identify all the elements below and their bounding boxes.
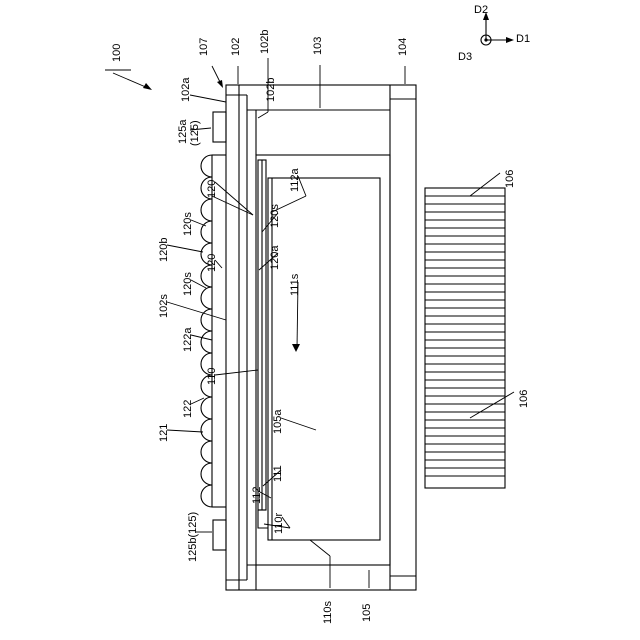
label-122: 122 [182, 399, 194, 418]
label-120-2: 120 [206, 253, 218, 272]
coil-scallops [201, 155, 226, 507]
label-112: 112 [251, 486, 263, 504]
label-111: 111 [272, 465, 284, 482]
label-121: 121 [158, 423, 170, 442]
label-102b-side: 102b [265, 77, 277, 102]
axis-label-d3: D3 [458, 51, 473, 63]
label-120s-2: 120s [269, 204, 281, 228]
label-107: 107 [198, 37, 210, 56]
label-112a: 112a [289, 168, 301, 192]
label-110: 110 [206, 367, 218, 385]
label-120s-3: 120s [182, 272, 194, 296]
label-120a: 120a [269, 245, 281, 270]
terminal-125b [213, 520, 226, 550]
label-106-bot: 106 [518, 389, 530, 408]
leader-lines [105, 58, 514, 588]
axis-label-d1: D1 [516, 33, 531, 45]
label-105a: 105a [272, 409, 284, 434]
label-125a: 125a [177, 119, 189, 144]
label-106-top: 106 [504, 169, 516, 188]
label-125: (125) [189, 120, 201, 146]
label-120b: 120b [158, 237, 170, 262]
label-110r: 110r [273, 512, 285, 534]
label-120-1: 120 [206, 179, 218, 198]
terminal-125a [213, 112, 226, 142]
heat-sink [425, 188, 505, 488]
axis-indicator [481, 12, 514, 45]
label-120s-1: 120s [182, 212, 194, 236]
axis-label-d2: D2 [474, 4, 489, 16]
label-111s: 111s [289, 273, 301, 296]
label-102a: 102a [180, 77, 192, 102]
label-104: 104 [397, 37, 409, 56]
label-102b-top: 102b [259, 29, 271, 54]
label-122a: 122a [182, 327, 194, 352]
label-125b: 125b(125) [187, 511, 199, 562]
label-102-top: 102 [230, 37, 242, 56]
label-105: 105 [361, 603, 373, 622]
label-102s: 102s [158, 294, 170, 318]
label-110s: 110s [322, 600, 334, 624]
label-103: 103 [312, 36, 324, 55]
label-100: 100 [111, 43, 123, 62]
